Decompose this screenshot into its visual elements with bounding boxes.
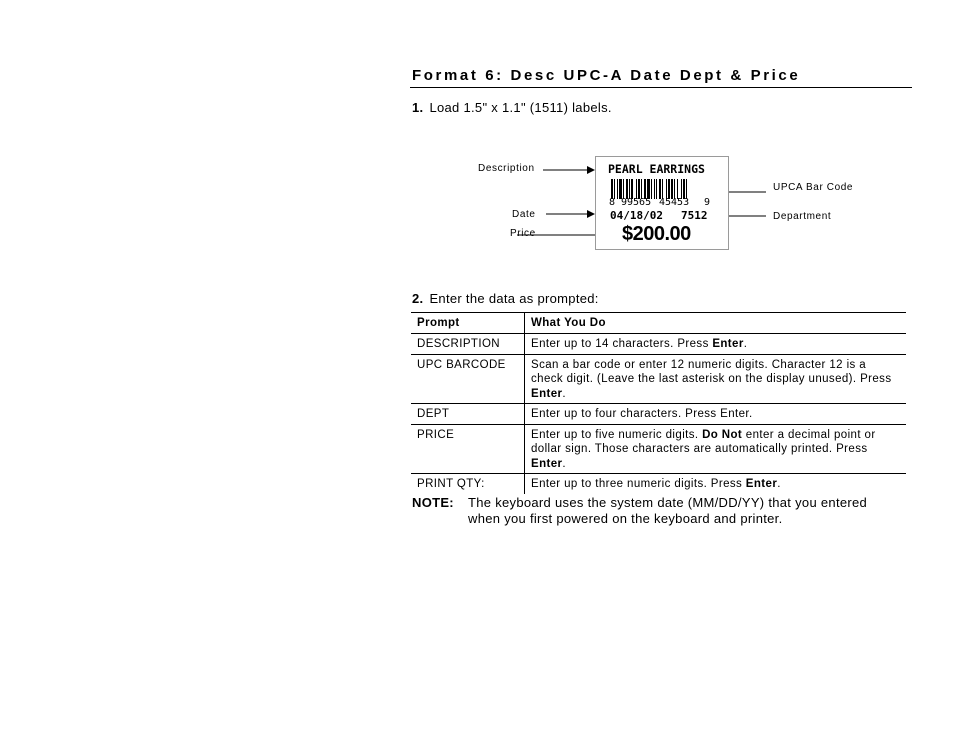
barcode-check-digit: 9 <box>704 197 711 208</box>
table-header-row <box>411 313 906 334</box>
prompt-cell: UPC BARCODE <box>411 354 525 404</box>
table-row <box>411 354 906 404</box>
callout-description: Description <box>478 163 535 174</box>
callout-department: Department <box>773 211 832 222</box>
instruction-cell: Enter up to three numeric digits. Press Enter. <box>531 478 781 490</box>
callout-date: Date <box>512 209 536 220</box>
header-what-you-do: What You Do <box>525 313 907 334</box>
label-dept: 7512 <box>681 209 708 222</box>
sample-label <box>595 156 729 250</box>
step-1-text: Load 1.5" x 1.1" (1511) labels. <box>429 100 612 115</box>
table-row <box>411 404 906 425</box>
table-row <box>411 424 906 474</box>
barcode-lead-digit: 8 <box>609 197 616 208</box>
step-2-text: Enter the data as prompted: <box>429 291 599 306</box>
page-title: Format 6: Desc UPC-A Date Dept & Price <box>412 67 801 84</box>
table-row <box>411 474 906 494</box>
callout-price: Price <box>510 228 536 239</box>
barcode-right-digits: 45453 <box>659 197 690 208</box>
note-label: NOTE: <box>412 495 454 510</box>
label-date: 04/18/02 <box>610 209 663 222</box>
prompt-cell: PRICE <box>411 424 525 474</box>
note <box>412 495 902 527</box>
barcode-icon <box>611 179 711 199</box>
step-2 <box>412 291 599 306</box>
instruction-cell: Enter up to five numeric digits. Do Not enter a decimal point or dollar sign. Those characters are automatically printed. Press Enter. <box>525 424 907 474</box>
barcode-left-digits: 99565 <box>621 197 652 208</box>
instruction-cell: Enter up to four characters. Press Enter. <box>525 404 907 425</box>
table-row <box>411 334 906 355</box>
prompt-cell: PRINT QTY: <box>411 474 525 494</box>
step-2-number: 2. <box>412 291 424 306</box>
note-text: The keyboard uses the system date (MM/DD/YY) that you entered when you first powered on the keyboard and printer. <box>468 495 868 526</box>
step-1-number: 1. <box>412 100 424 115</box>
instruction-cell: Scan a bar code or enter 12 numeric digits. Character 12 is a check digit. (Leave the last asterisk on the display unused). Press Enter. <box>525 354 907 404</box>
prompt-cell: DEPT <box>411 404 525 425</box>
prompt-table <box>411 312 906 494</box>
price-symbol: $ <box>622 223 633 245</box>
header-prompt: Prompt <box>411 313 525 334</box>
price-value: 200.00 <box>632 223 691 245</box>
label-price <box>622 223 691 246</box>
instruction-cell: Enter up to 14 characters. Press Enter. <box>525 334 907 355</box>
callout-upca-bar-code: UPCA Bar Code <box>773 182 854 193</box>
prompt-cell: DESCRIPTION <box>411 334 525 355</box>
label-description: PEARL EARRINGS <box>608 162 705 176</box>
